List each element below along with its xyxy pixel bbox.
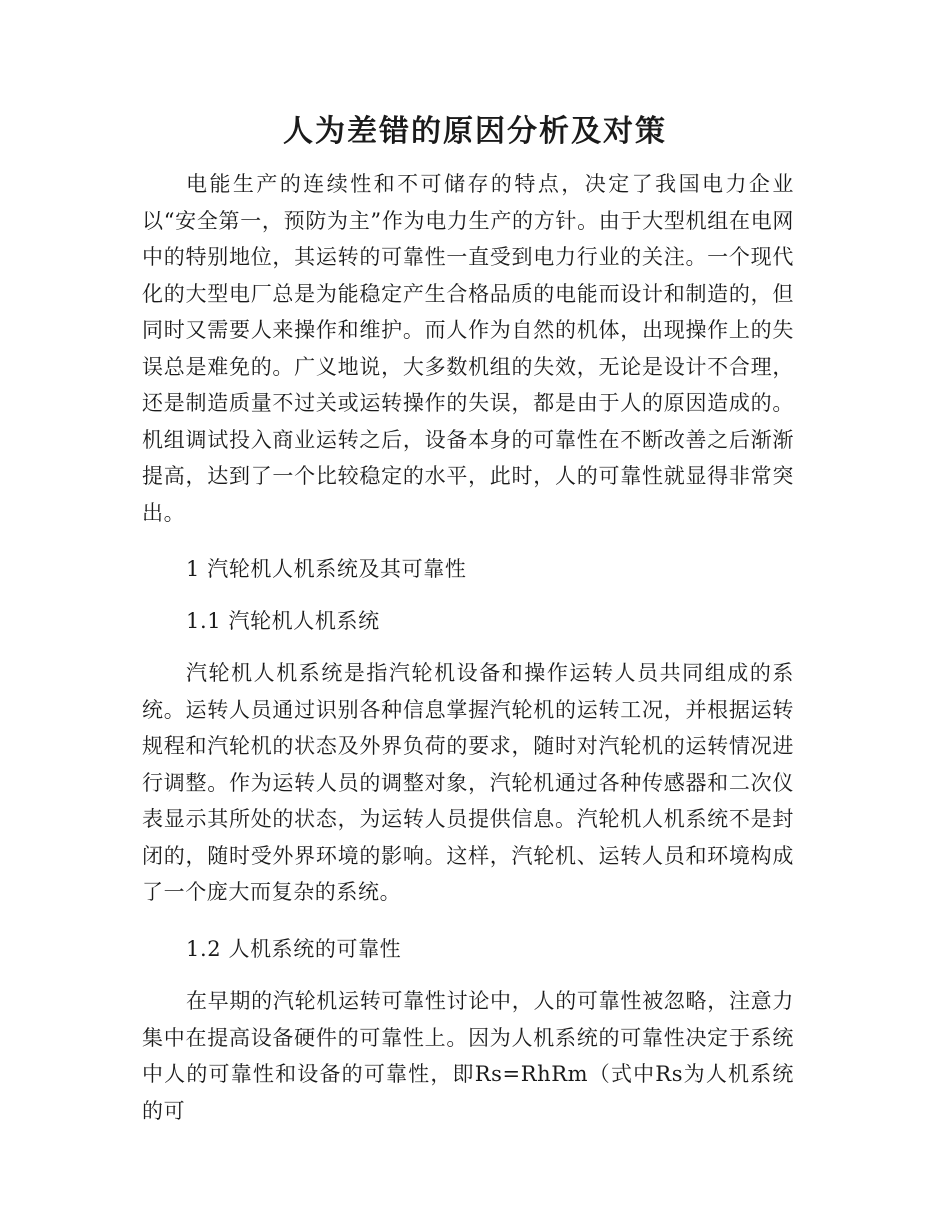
section-1-1-paragraph: 汽轮机人机系统是指汽轮机设备和操作运转人员共同组成的系统。运转人员通过识别各种信息掌握汽轮机的运转工况，并根据运转规程和汽轮机的状态及外界负荷的要求，随时对汽轮机的运转情况进行调整。作为运转人员的调整对象，汽轮机通过各种传感器和二次仪表显示其所处的状态，为运转人员提供信息。汽轮机人机系统不是封闭的，随时受外界环境的影响。这样，汽轮机、运转人员和环境构成了一个庞大而复杂的系统。 xyxy=(142,661,794,904)
section-1-2-paragraph: 在早期的汽轮机运转可靠性讨论中，人的可靠性被忽略，注意力集中在提高设备硬件的可靠性上。因为人机系统的可靠性决定于系统中人的可靠性和设备的可靠性，即Rs=RhRm（式中Rs为人机系统的可 xyxy=(142,989,794,1123)
section-1-heading: 1 汽轮机人机系统及其可靠性 xyxy=(186,557,467,581)
section-1-2-heading: 1.2 人机系统的可靠性 xyxy=(186,937,402,961)
section-1-1-heading: 1.1 汽轮机人机系统 xyxy=(186,609,380,633)
intro-paragraph: 电能生产的连续性和不可储存的特点，决定了我国电力企业以“安全第一，预防为主”作为电力生产的方针。由于大型机组在电网中的特别地位，其运转的可靠性一直受到电力行业的关注。一个现代化的大型电厂总是为能稳定产生合格品质的电能而设计和制造的，但同时又需要人来操作和维护。而人作为自然的机体，出现操作上的失误总是难免的。广义地说，大多数机组的失效，无论是设计不合理，还是制造质量不过关或运转操作的失误，都是由于人的原因造成的。机组调试投入商业运转之后，设备本身的可靠性在不断改善之后渐渐提高，达到了一个比较稳定的水平，此时，人的可靠性就显得非常突出。 xyxy=(142,172,794,525)
document-title: 人为差错的原因分析及对策 xyxy=(283,114,667,149)
